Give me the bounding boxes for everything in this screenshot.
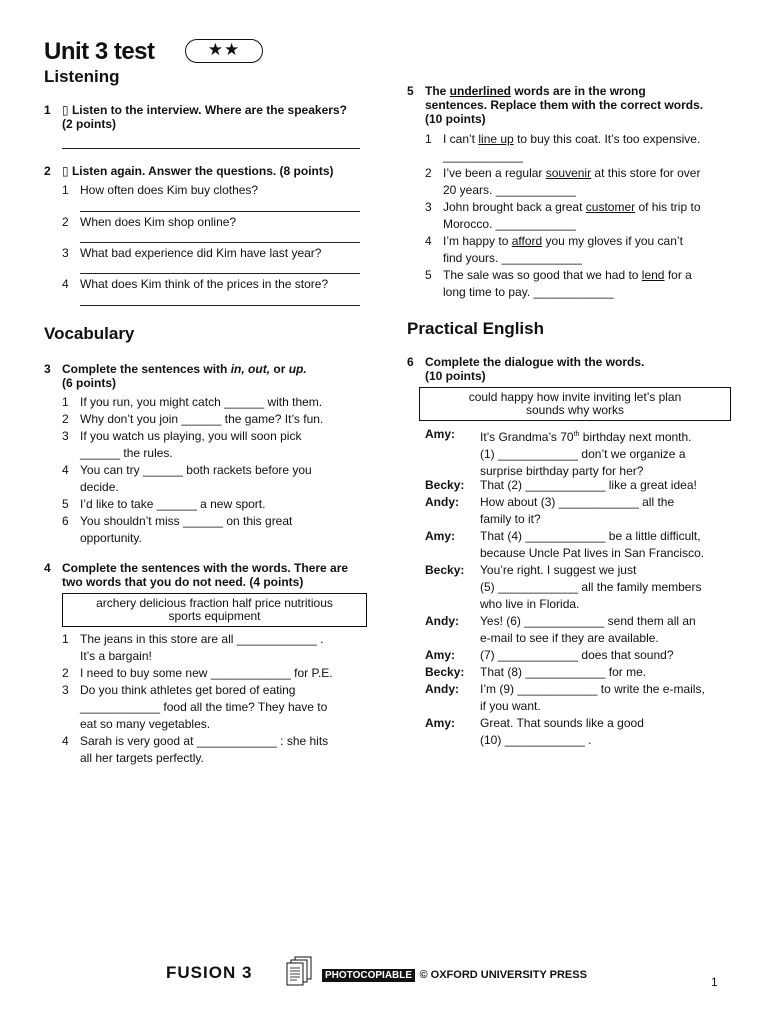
word-box-line: sounds why works [525, 403, 625, 417]
item-text: If you run, you might catch ______ with them. [80, 395, 323, 409]
item-number: 4 [62, 463, 69, 477]
difficulty-stars: ★★ [185, 39, 263, 63]
dialogue-turn [425, 681, 735, 715]
dialogue [425, 426, 735, 749]
photocopy-pages-icon [286, 956, 316, 986]
answer-blank[interactable]: ____________ [443, 149, 524, 163]
item-text: What does Kim think of the prices in the store? [80, 277, 329, 291]
dialogue-line: How about (3) ____________ all the [480, 495, 675, 509]
dialogue-text [480, 562, 740, 613]
dialogue-line: (7) ____________ does that sound? [480, 648, 674, 662]
item-number: 3 [62, 246, 69, 260]
list-item [62, 428, 370, 462]
dialogue-turn [425, 477, 735, 494]
dialogue-line: who live in Florida. [480, 597, 580, 611]
speaker-name: Becky: [425, 665, 465, 679]
question-number: 2 [44, 164, 51, 178]
item-number: 1 [62, 183, 69, 197]
underlined-word: afford [511, 234, 543, 248]
dialogue-line: That (4) ____________ be a little difficult, [480, 529, 701, 543]
dialogue-turn [425, 528, 735, 562]
item-number: 3 [62, 429, 69, 443]
dialogue-text [480, 647, 740, 664]
item-number: 4 [62, 734, 69, 748]
list-item [425, 131, 743, 165]
question-text: sentences. Replace them with the correct words. [425, 98, 704, 112]
question-text: or [270, 362, 289, 376]
list-item [62, 496, 370, 513]
speaker-name: Amy: [425, 648, 456, 662]
section-practical-english: Practical English [407, 319, 544, 338]
dialogue-line: birthday next month. [579, 430, 692, 444]
dialogue-turn [425, 715, 735, 749]
list-item [62, 245, 370, 262]
dialogue-text [480, 528, 740, 562]
item-text: The jeans in this store are all ____________ . [80, 632, 324, 646]
question-2 [44, 164, 362, 178]
dialogue-text [480, 664, 740, 681]
item-number: 3 [425, 200, 432, 214]
question-4 [44, 561, 362, 589]
question-points: (10 points) [425, 112, 486, 126]
item-text: I can’t [443, 132, 479, 146]
speaker-name: Andy: [425, 682, 459, 696]
speaker-name: Andy: [425, 495, 459, 509]
list-item [62, 462, 370, 496]
dialogue-line: Yes! (6) ____________ send them all an [480, 614, 696, 628]
list-item [62, 182, 370, 199]
word-box-line: archery delicious fraction half price nutritious [96, 596, 333, 610]
item-number: 6 [62, 514, 69, 528]
answer-line[interactable] [62, 148, 360, 149]
item-text: I need to buy some new ____________ for P.E. [80, 666, 333, 680]
underlined-word: lend [641, 268, 665, 282]
speaker-name: Becky: [425, 563, 465, 577]
answer-blank[interactable]: Morocco. ____________ [443, 217, 576, 231]
answer-blank[interactable]: 20 years. ____________ [443, 183, 576, 197]
copyright-line [322, 965, 587, 983]
dialogue-turn [425, 562, 735, 613]
underlined-word: souvenir [545, 166, 592, 180]
item-text: Do you think athletes get bored of eating [80, 683, 296, 697]
item-text: What bad experience did Kim have last year? [80, 246, 322, 260]
dialogue-turn [425, 494, 735, 528]
section-vocabulary: Vocabulary [44, 324, 135, 343]
answer-line[interactable] [80, 305, 360, 306]
item-number: 3 [62, 683, 69, 697]
item-text: You can try ______ both rackets before you [80, 463, 312, 477]
dialogue-line: if you want. [480, 699, 541, 713]
item-text: I’m happy to [443, 234, 512, 248]
item-text: all her targets perfectly. [80, 751, 204, 765]
speaker-name: Becky: [425, 478, 465, 492]
item-text: you my gloves if you can’t [542, 234, 683, 248]
question-number: 3 [44, 362, 51, 376]
item-text: opportunity. [80, 531, 142, 545]
dialogue-line: surprise birthday party for her? [480, 464, 644, 478]
item-text: Sarah is very good at ____________ : she hits [80, 734, 329, 748]
dialogue-text [480, 494, 740, 528]
question-text: ▯ Listen to the interview. Where are the speakers? (2 points) [62, 103, 347, 131]
item-text: The sale was so good that we had to [443, 268, 642, 282]
question-1 [44, 103, 352, 131]
list-item [425, 267, 743, 301]
word-box-line: could happy how invite inviting let’s plan [468, 390, 682, 404]
answer-line[interactable] [80, 211, 360, 212]
dialogue-turn [425, 664, 735, 681]
dialogue-text [480, 681, 740, 715]
list-item [425, 165, 743, 199]
list-item [425, 199, 743, 233]
dialogue-line: I’m (9) ____________ to write the e-mails, [480, 682, 705, 696]
dialogue-turn [425, 647, 735, 664]
section-listening: Listening [44, 67, 120, 86]
question-text: words are in the wrong [511, 84, 646, 98]
dialogue-turn [425, 426, 735, 477]
dialogue-text [480, 477, 740, 494]
speaker-name: Amy: [425, 529, 456, 543]
dialogue-turn [425, 613, 735, 647]
item-text: to buy this coat. It’s too expensive. [513, 132, 701, 146]
dialogue-line: family to it? [480, 512, 541, 526]
item-number: 4 [62, 277, 69, 291]
item-number: 5 [62, 497, 69, 511]
answer-blank[interactable]: find yours. ____________ [443, 251, 582, 265]
fusion-logo: FUSION 3 [166, 963, 253, 982]
dialogue-line: Great. That sounds like a good [480, 716, 644, 730]
list-item [62, 513, 370, 547]
underlined-word: customer [585, 200, 636, 214]
item-number: 4 [425, 234, 432, 248]
underlined-word: line up [478, 132, 514, 146]
item-text: It’s a bargain! [80, 649, 152, 663]
item-text: at this store for over [591, 166, 701, 180]
item-text: How often does Kim buy clothes? [80, 183, 259, 197]
item-number: 2 [62, 215, 69, 229]
question-text: ▯ Listen again. Answer the questions. (8 points) [62, 164, 334, 178]
dialogue-line: (5) ____________ all the family members [480, 580, 702, 594]
list-item [62, 276, 370, 293]
page-number: 1 [711, 975, 718, 989]
item-text: ______ the rules. [80, 446, 173, 460]
question-text: Complete the sentences with [62, 362, 231, 376]
item-number: 1 [62, 395, 69, 409]
dialogue-text [480, 613, 740, 647]
item-text: for a [664, 268, 692, 282]
item-number: 2 [62, 666, 69, 680]
item-number: 2 [62, 412, 69, 426]
list-item [62, 682, 370, 733]
question-points: (6 points) [62, 376, 116, 390]
publisher-credit: © OXFORD UNIVERSITY PRESS [419, 969, 587, 981]
item-text: I’d like to take ______ a new sport. [80, 497, 266, 511]
question-5 [407, 84, 745, 126]
question-number: 6 [407, 355, 414, 369]
question-text-italic: in, out, [230, 362, 271, 376]
item-text: When does Kim shop online? [80, 215, 237, 229]
item-number: 5 [425, 268, 432, 282]
question-number: 4 [44, 561, 51, 575]
list-item [425, 233, 743, 267]
answer-line[interactable] [80, 242, 360, 243]
photocopiable-badge: PHOTOCOPIABLE [322, 969, 415, 982]
dialogue-text [480, 715, 740, 749]
speaker-name: Amy: [425, 427, 456, 441]
dialogue-line: You’re right. I suggest we just [480, 563, 637, 577]
question-points: (10 points) [425, 369, 486, 383]
speaker-name: Andy: [425, 614, 459, 628]
question-number: 1 [44, 103, 51, 117]
item-text: ____________ food all the time? They have to [80, 700, 328, 714]
list-item [62, 394, 370, 411]
superscript: th [573, 431, 580, 438]
speaker-name: Amy: [425, 716, 456, 730]
word-box [419, 387, 731, 421]
page-title: Unit 3 test [44, 38, 155, 65]
question-text-italic: up. [288, 362, 307, 376]
item-number: 1 [62, 632, 69, 646]
item-text: I’ve been a regular [443, 166, 546, 180]
dialogue-line: (10) ____________ . [480, 733, 592, 747]
question-text: Complete the sentences with the words. There are two words that you do not need. (4 points) [62, 561, 349, 589]
item-text: If you watch us playing, you will soon pick [80, 429, 302, 443]
list-item [62, 665, 370, 682]
item-text: You shouldn’t miss ______ on this great [80, 514, 293, 528]
dialogue-line: because Uncle Pat lives in San Francisco. [480, 546, 705, 560]
list-item [62, 631, 370, 665]
dialogue-line: That (2) ____________ like a great idea! [480, 478, 697, 492]
dialogue-line: That (8) ____________ for me. [480, 665, 647, 679]
item-text: decide. [80, 480, 119, 494]
answer-blank[interactable]: long time to pay. ____________ [443, 285, 614, 299]
question-number: 5 [407, 84, 414, 98]
word-box [62, 593, 367, 627]
item-text: of his trip to [635, 200, 701, 214]
item-number: 1 [425, 132, 432, 146]
item-number: 2 [425, 166, 432, 180]
question-3 [44, 362, 362, 390]
dialogue-text [480, 426, 740, 480]
dialogue-line: (1) ____________ don’t we organize a [480, 447, 686, 461]
item-text: eat so many vegetables. [80, 717, 211, 731]
list-item [62, 733, 370, 767]
question-text-underlined: underlined [449, 84, 512, 98]
list-item [62, 411, 370, 428]
item-text: Why don’t you join ______ the game? It’s fun. [80, 412, 324, 426]
dialogue-line: e-mail to see if they are available. [480, 631, 659, 645]
item-text: John brought back a great [443, 200, 586, 214]
question-6 [407, 355, 745, 383]
list-item [62, 214, 370, 231]
question-text: The [425, 84, 450, 98]
answer-line[interactable] [80, 273, 360, 274]
dialogue-line: It’s Grandma’s 70 [480, 430, 574, 444]
question-text: Complete the dialogue with the words. [425, 355, 645, 369]
word-box-line: sports equipment [168, 609, 261, 623]
